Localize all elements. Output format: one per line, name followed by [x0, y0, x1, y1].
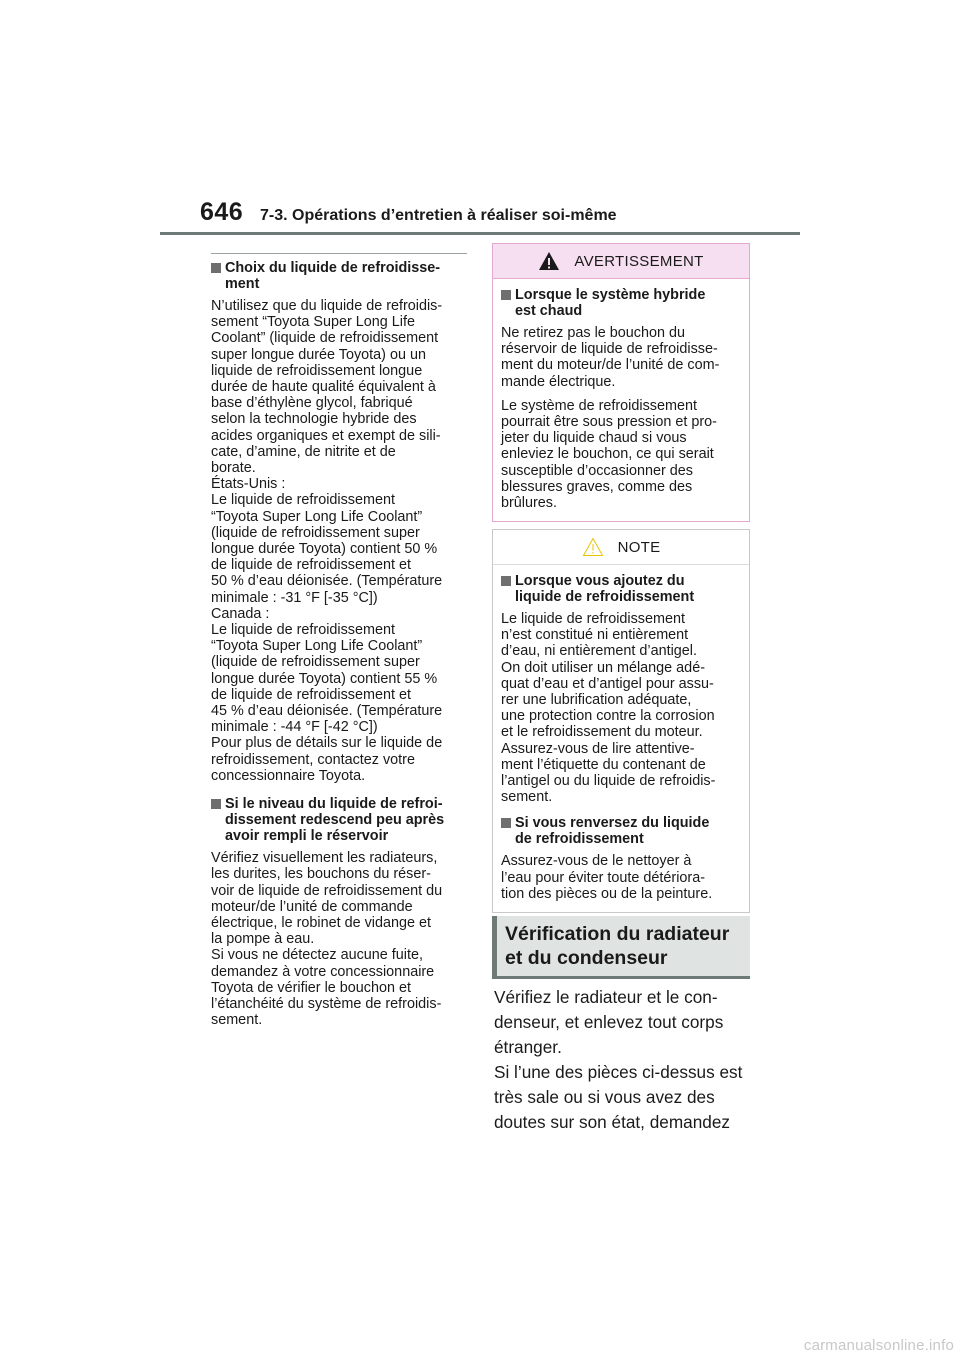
- warning-paragraph-2: Le système de refroidissement pourrait être sous pression et pro- jeter du liquide chaud si vous enleviez le bouchon, ce qui serait susceptible d’occasionner des blessures graves, comme des brûlures.: [501, 397, 717, 512]
- note-paragraph-1: Le liquide de refroidissement n’est constitué ni entièrement d’eau, ni entièrement d’antigel. On doit utiliser un mélange adé- quat d’eau et d’antigel pour assu- rer une lubrification adéquate, une protection contre la corrosion et le refroidissement du moteur. Assurez-vous de lire attentive- ment l’étiquette du contenant de l’antigel ou du liquide de refroidis- sement.: [501, 611, 716, 806]
- section-heading: Vérification du radiateur et du condenseur: [505, 923, 730, 969]
- paragraph-coolant-choice: N’utilisez que du liquide de refroidis- sement “Toyota Super Long Life Coolant” (liquide de refroidissement super longue durée Toyota) ou un liquide de refroidissement longue durée de haute qualité équivalent à base d’éthylène glycol, fabriqué selon la technologie hybride des acides organiques et exempt de sili- cate, d’amine, de nitrite et de borate. États-Unis : Le liquide de refroidissement “Toyota Super Long Life Coolant” (liquide de refroidissement super longue durée Toyota) contient 50 % de liquide de refroidissement et 50 % d’eau déionisée. (Température minimale : -31 °F [-35 °C]) Canada : Le liquide de refroidissement “Toyota Super Long Life Coolant” (liquide de refroidissement super longue durée Toyota) contient 55 % de liquide de refroidissement et 45 % d’eau déionisée. (Température minimale : -44 °F [-42 °C]) Pour plus de détails sur le liquide de refroidissement, contactez votre concessionnaire Toyota.: [211, 298, 443, 784]
- square-bullet-icon: [501, 576, 511, 586]
- warning-title-text: AVERTISSEMENT: [574, 252, 704, 270]
- square-bullet-icon: [501, 818, 511, 828]
- note-paragraph-2: Assurez-vous de le nettoyer à l’eau pour éviter toute détériora- tion des pièces ou de la peinture.: [501, 853, 713, 902]
- note-body: [493, 565, 749, 912]
- section-header: 7-3. Opérations d’entretien à réaliser soi-même: [260, 207, 617, 224]
- subheading-text: Lorsque vous ajoutez du liquide de refroidissement: [515, 573, 695, 605]
- subheading-spilled-coolant: [501, 815, 739, 847]
- note-title-text: NOTE: [617, 538, 661, 556]
- left-column: [211, 253, 467, 1028]
- column-top-rule: [211, 253, 467, 254]
- watermark: carmanualsonline.info: [803, 1337, 954, 1354]
- subheading-text: Si vous renversez du liquide de refroidissement: [515, 815, 710, 848]
- warning-box: [492, 243, 750, 522]
- square-bullet-icon: [211, 799, 221, 809]
- warning-body: [493, 279, 749, 521]
- note-title: [493, 530, 749, 565]
- heading-accent-bar: [492, 916, 497, 976]
- warning-triangle-icon: [538, 251, 560, 271]
- square-bullet-icon: [501, 290, 511, 300]
- warning-title: [493, 244, 749, 279]
- header-rule: [160, 232, 800, 235]
- warning-paragraph-1: Ne retirez pas le bouchon du réservoir de liquide de refroidisse- ment du moteur/de l’unité de com- mande électrique.: [501, 325, 720, 390]
- note-box: [492, 529, 750, 913]
- subheading-text: Choix du liquide de refroidisse- ment: [225, 260, 441, 292]
- square-bullet-icon: [211, 263, 221, 273]
- subheading-coolant-level: [211, 796, 467, 844]
- section-heading-band: [492, 916, 750, 979]
- page-number: 646: [200, 198, 244, 226]
- subheading-hybrid-hot: [501, 287, 739, 319]
- paragraph-coolant-level: Vérifiez visuellement les radiateurs, les durites, les bouchons du réser- voir de liquide de refroidissement du moteur/de l’unité de commande électrique, le robinet de vidange et la pompe à eau. Si vous ne détectez aucune fuite, demandez à votre concessionnaire Toyota de vérifier le bouchon et l’étanchéité du système de refroidis- sement.: [211, 850, 443, 1029]
- subheading-coolant-choice: [211, 260, 467, 292]
- section-body-text: Vérifiez le radiateur et le con- denseur, et enlevez tout corps étranger. Si l’une des pièces ci-dessus est très sale ou si vous avez des doutes sur son état, demandez: [494, 987, 743, 1132]
- subheading-text: Si le niveau du liquide de refroi- dissement redescend peu après avoir rempli le réservoir: [225, 796, 445, 845]
- caution-triangle-icon: [582, 537, 604, 557]
- subheading-text: Lorsque le système hybride est chaud: [515, 287, 706, 319]
- subheading-adding-coolant: [501, 573, 739, 605]
